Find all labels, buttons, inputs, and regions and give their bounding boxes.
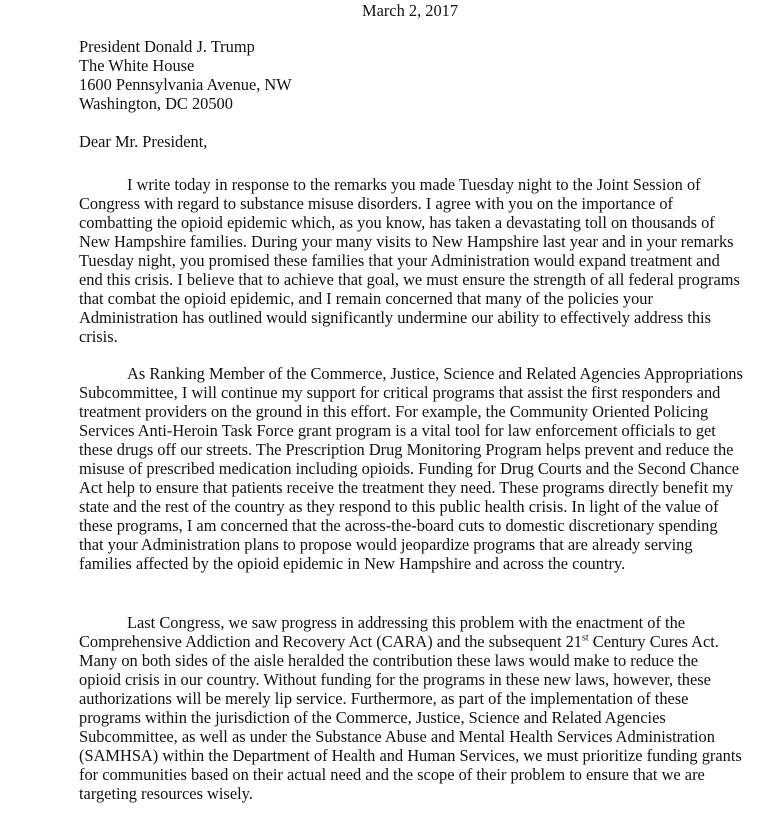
recipient-address-block <box>79 37 292 113</box>
body-paragraph-2-container <box>79 364 744 573</box>
body-paragraph-1: I write today in response to the remarks you made Tuesday night to the Joint Session of Congress with regard to substance misuse disorders. I agree with you on the importance of combatting the opioid epidemic which, as you know, has taken a devastating toll on thousands of New Hampshire families. During your many visits to New Hampshire last year and in your remarks Tuesday night, you promised these families that your Administration would expand treatment and end this crisis. I believe that to achieve that goal, we must ensure the strength of all federal programs that combat the opioid epidemic, and I remain concerned that many of the policies your Administration has outlined would significantly undermine our ability to effectively address this crisis. <box>79 175 740 346</box>
body-paragraph-3-container <box>79 613 744 803</box>
salutation: Dear Mr. President, <box>79 132 208 151</box>
recipient-street: 1600 Pennsylvania Avenue, NW <box>79 75 292 94</box>
recipient-name: President Donald J. Trump <box>79 37 255 56</box>
paragraph-3-text-end: Century Cures Act. Many on both sides of the aisle heralded the contribution these laws would make to reduce the opioid crisis in our country. Without funding for the programs in these new laws, however, these authorizations will be merely lip service. Furthermore, as part of the implementation of these programs within the jurisdiction of the Commerce, Justice, Science and Related Agencies Subcommittee, as well as under the Substance Abuse and Mental Health Services Administration (SAMHSA) within the Department of Health and Human Services, we must prioritize funding grants for communities based on their actual need and the scope of their problem to ensure that we are targeting resources wisely. <box>79 632 742 803</box>
body-paragraph-2: As Ranking Member of the Commerce, Justice, Science and Related Agencies Appropriations Subcommittee, I will continue my support for critical programs that assist the first responders and treatment providers on the ground in this effort. For example, the Community Oriented Policing Services Anti-Heroin Task Force grant program is a vital tool for law enforcement officials to get these drugs off our streets. The Prescription Drug Monitoring Program helps prevent and reduce the misuse of prescribed medication including opioids. Funding for Drug Courts and the Second Chance Act help to ensure that patients receive the treatment they need. These programs directly benefit my state and the rest of the country as they respond to this public health crisis. In light of the value of these programs, I am concerned that the across-the-board cuts to domestic discretionary spending that your Administration plans to propose would jeopardize programs that are already serving families affected by the opioid epidemic in New Hampshire and across the country. <box>79 364 743 573</box>
letter-date: March 2, 2017 <box>362 1 459 20</box>
body-paragraph-3 <box>79 613 744 803</box>
recipient-organization: The White House <box>79 56 195 75</box>
recipient-city: Washington, DC 20500 <box>79 94 233 113</box>
ordinal-superscript: st <box>582 632 589 644</box>
paragraph-3-text-start: Last Congress, we saw progress in addressing this problem with the enactment of the Comprehensive Addiction and Recovery Act (CARA) and the subsequent 21 <box>79 613 686 651</box>
body-paragraph-1-container <box>79 175 744 346</box>
